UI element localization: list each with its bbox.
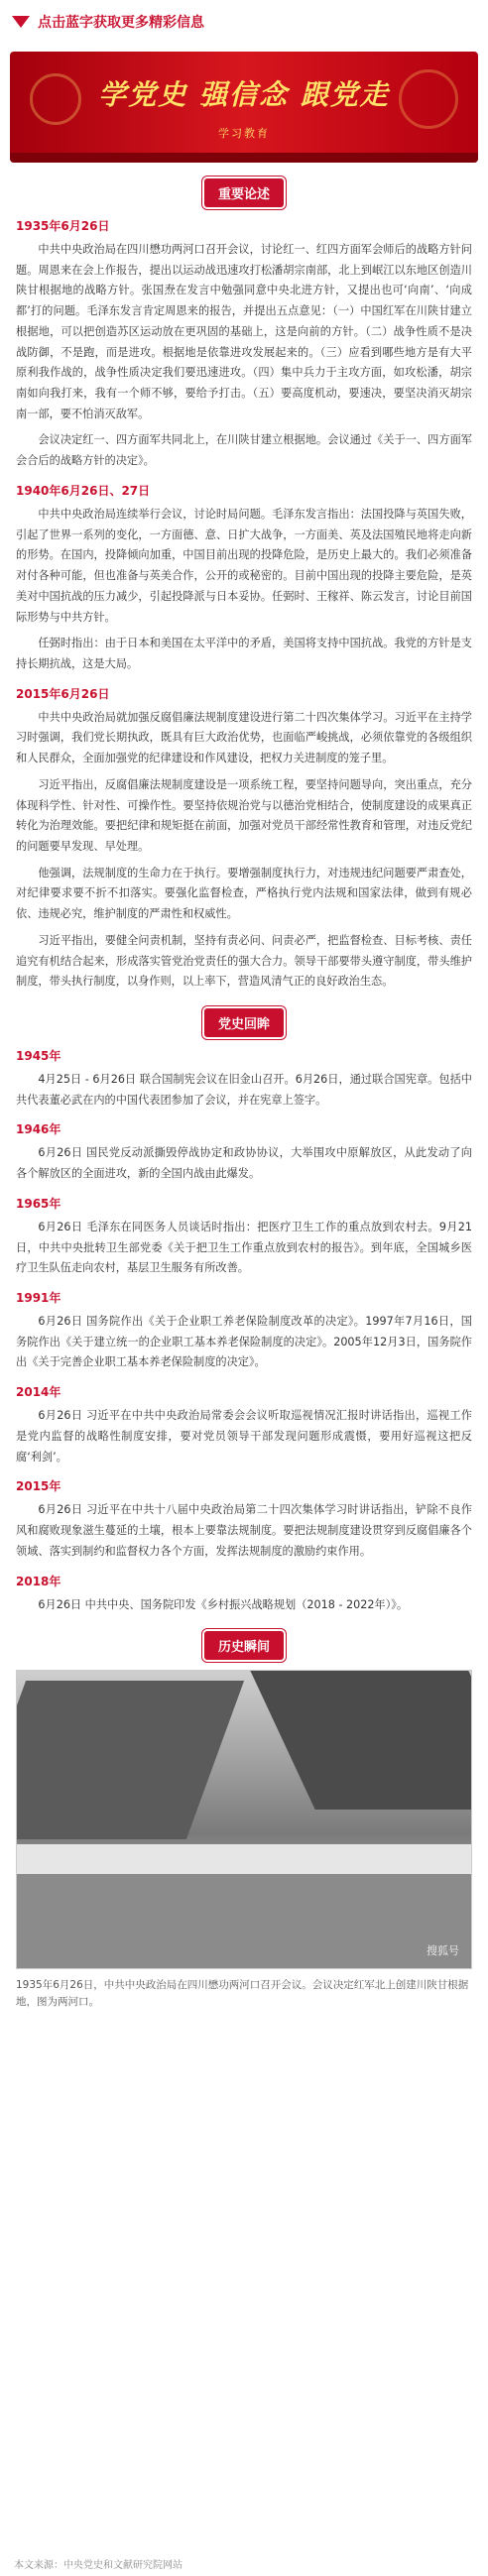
entry-paragraph: 6月26日 毛泽东在同医务人员谈话时指出：把医疗卫生工作的重点放到农村去。9月21日，中共中央批转卫生部党委《关于把卫生工作重点放到农村的报告》。到年底，全国城乡医疗卫生队伍走向农村，基层卫生服务有所改善。 <box>16 1220 472 1275</box>
key-review-entry <box>0 217 488 472</box>
top-bar <box>0 0 488 44</box>
section-header <box>0 1008 488 1037</box>
party-history-entry <box>0 1477 488 1562</box>
section-title-key-review: 重要论述 <box>204 178 284 207</box>
entry-date: 1991年 <box>16 1291 61 1306</box>
entry-paragraph: 6月26日 中共中央、国务院印发《乡村振兴战略规划（2018 - 2022年）》。 <box>38 1597 409 1611</box>
section-header <box>0 1631 488 1660</box>
entry-date: 1940年6月26日、27日 <box>16 483 151 498</box>
entry-date: 2014年 <box>16 1385 61 1400</box>
photo-mountain-left <box>16 1681 244 1839</box>
section-title-historical-photo: 历史瞬间 <box>204 1631 284 1660</box>
entry-paragraph: 4月25日 - 6月26日 联合国制宪会议在旧金山召开。6月26日，通过联合国宪章。包括中共代表董必武在内的中国代表团参加了会议，并在宪章上签字。 <box>16 1073 472 1107</box>
entry-date: 1935年6月26日 <box>16 219 110 233</box>
section-title-party-history: 党史回眸 <box>204 1008 284 1037</box>
entry-paragraph: 任弼时指出：由于日本和美国在太平洋中的矛盾，美国将支持中国抗战。我党的方针是支持长期抗战，这是大局。 <box>16 637 472 670</box>
party-history-entry <box>0 1195 488 1279</box>
section-header <box>0 178 488 207</box>
key-review-list <box>0 217 488 993</box>
party-history-entry <box>0 1120 488 1184</box>
key-review-entry <box>0 685 488 993</box>
entry-date: 2015年6月26日 <box>16 686 110 701</box>
entry-date: 2015年 <box>16 1479 61 1494</box>
entry-paragraph: 6月26日 国务院作出《关于企业职工养老保险制度改革的决定》。1997年7月16日，国务院作出《关于建立统一的企业职工基本养老保险制度的决定》。2005年12月3日，国务院作出《关于完善企业职工基本养老保险制度的决定》。 <box>16 1315 472 1369</box>
entry-date: 2018年 <box>16 1574 61 1588</box>
key-review-entry <box>0 482 488 675</box>
follow-prompt-link[interactable]: 点击蓝字获取更多精彩信息 <box>38 15 204 31</box>
entry-paragraph: 习近平指出，要健全问责机制，坚持有责必问、问责必严，把监督检查、目标考核、责任追究有机结合起来，形成落实管党治党责任的强大合力。领导干部要带头遵守制度，带头维护制度，带头执行制度，以身作则，以上率下，营造风清气正的良好政治生态。 <box>16 933 472 989</box>
entry-paragraph: 习近平指出，反腐倡廉法规制度建设是一项系统工程，要坚持问题导向，突出重点，充分体现科学性、针对性、可操作性。要坚持依规治党与以德治党相结合，使制度建设的成果真正转化为治理效能。要把纪律和规矩挺在前面，加强对党员干部经常性教育和管理，对违反党纪的问题要早发现、早处理。 <box>16 777 472 853</box>
banner-title: 学党史 强信念 跟党走 <box>98 78 390 111</box>
entry-paragraph: 6月26日 习近平在中共中央政治局常委会会议听取巡视情况汇报时讲话指出，巡视工作是党内监督的战略性制度安排，要对党员领导干部发现问题形成震慑，要用好巡视这把反腐‘利剑’。 <box>16 1409 472 1464</box>
entry-paragraph: 会议决定红一、四方面军共同北上，在川陕甘建立根据地。会议通过《关于一、四方面军会合后的战略方针的决定》。 <box>16 433 472 468</box>
party-history-entry <box>0 1383 488 1467</box>
entry-paragraph: 中共中央政治局在四川懋功两河口召开会议，讨论红一、红四方面军会师后的战略方针问题。周恩来在会上作报告，提出以运动战迅速攻打松潘胡宗南部，北上到岷江以东地区创造川陕甘根据地的战略方针。张国焘在发言中勉强同意中央北进方针，又提出也可‘向南’、‘向成都’打的问题。毛泽东发言肯定周恩来的报告，并提出五点意见：（一）中国红军在川陕甘建立根据地，可以把创造苏区运动放在更巩固的基础上，这是向前的方针。（二）战争性质不是决战防御，不是跑，而是进攻。根据地是依靠进攻发展起来的。（三）应看到哪些地方是有大平原利我作战的，战争性质决定我们要迅速进攻。（四）集中兵力于主攻方面，如攻松潘，胡宗南如向我打来，我有一个师不够，要给予打击。（五）要高度机动，要速决，要坚决消灭胡宗南一部，要不怕消灭敌军。 <box>16 243 472 420</box>
triangle-marker-icon <box>12 16 30 28</box>
entry-paragraph: 中共中央政治局就加强反腐倡廉法规制度建设进行第二十四次集体学习。习近平在主持学习时强调，我们党长期执政，既具有巨大政治优势，也面临严峻挑战，必须依靠党的各级组织和人民群众，全面加强党的纪律建设和作风建设，把权力关进制度的笼子里。 <box>16 710 472 765</box>
footer-source: 本文来源：中央党史和文献研究院网站 <box>14 2559 183 2571</box>
party-history-list <box>0 1047 488 1615</box>
photo-watermark: 搜狐号 <box>427 1944 459 1958</box>
entry-date: 1965年 <box>16 1196 61 1211</box>
banner-stripe <box>10 153 478 163</box>
entry-paragraph: 他强调，法规制度的生命力在于执行。要增强制度执行力，对违规违纪问题要严肃查处，对纪律要求要不折不扣落实。要强化监督检查，严格执行党内法规和国家法律，做到有规必依、违规必究，维护制度的严肃性和权威性。 <box>16 866 472 921</box>
party-history-entry <box>0 1573 488 1616</box>
photo-caption: 1935年6月26日，中共中央政治局在四川懋功两河口召开会议。会议决定红军北上创建川陕甘根据地，图为两河口。 <box>16 1979 469 2009</box>
party-history-entry <box>0 1289 488 1373</box>
party-history-entry <box>0 1047 488 1111</box>
entry-paragraph: 6月26日 国民党反动派撕毁停战协定和政协协议，大举围攻中原解放区，从此发动了向各个解放区的全面进攻，新的全国内战由此爆发。 <box>16 1146 472 1181</box>
entry-date: 1946年 <box>16 1122 61 1137</box>
photo-mountain-right <box>250 1671 472 1810</box>
historical-photo <box>16 1670 472 1969</box>
photo-riverbank <box>17 1874 471 1968</box>
banner-subtitle: 学习教育 <box>218 127 270 140</box>
entry-paragraph: 6月26日 习近平在中共十八届中央政治局第二十四次集体学习时讲话指出，铲除不良作风和腐败现象滋生蔓延的土壤，根本上要靠法规制度。要把法规制度建设贯穿到反腐倡廉各个领域、落实到制约和监督权力各个方面，发挥法规制度的激励约束作用。 <box>16 1503 472 1558</box>
banner <box>10 52 478 163</box>
entry-paragraph: 中共中央政治局连续举行会议，讨论时局问题。毛泽东发言指出：法国投降与英国失败，引起了世界一系列的变化，一方面德、意、日扩大战争，一方面美、英及法国殖民地将走向新的形势。在国内，投降倾向加重，中国目前出现的投降危险，是历史上最大的。我们必须准备对付各种可能，但也准备与英美合作，公开的或秘密的。目前中国出现的投降主要危险，是英美对中国抗战的压力减少，引起投降派与日本妥协。任弼时、王稼祥、陈云发言，讨论目前国际形势与中共方针。 <box>16 507 472 624</box>
entry-date: 1945年 <box>16 1049 61 1063</box>
